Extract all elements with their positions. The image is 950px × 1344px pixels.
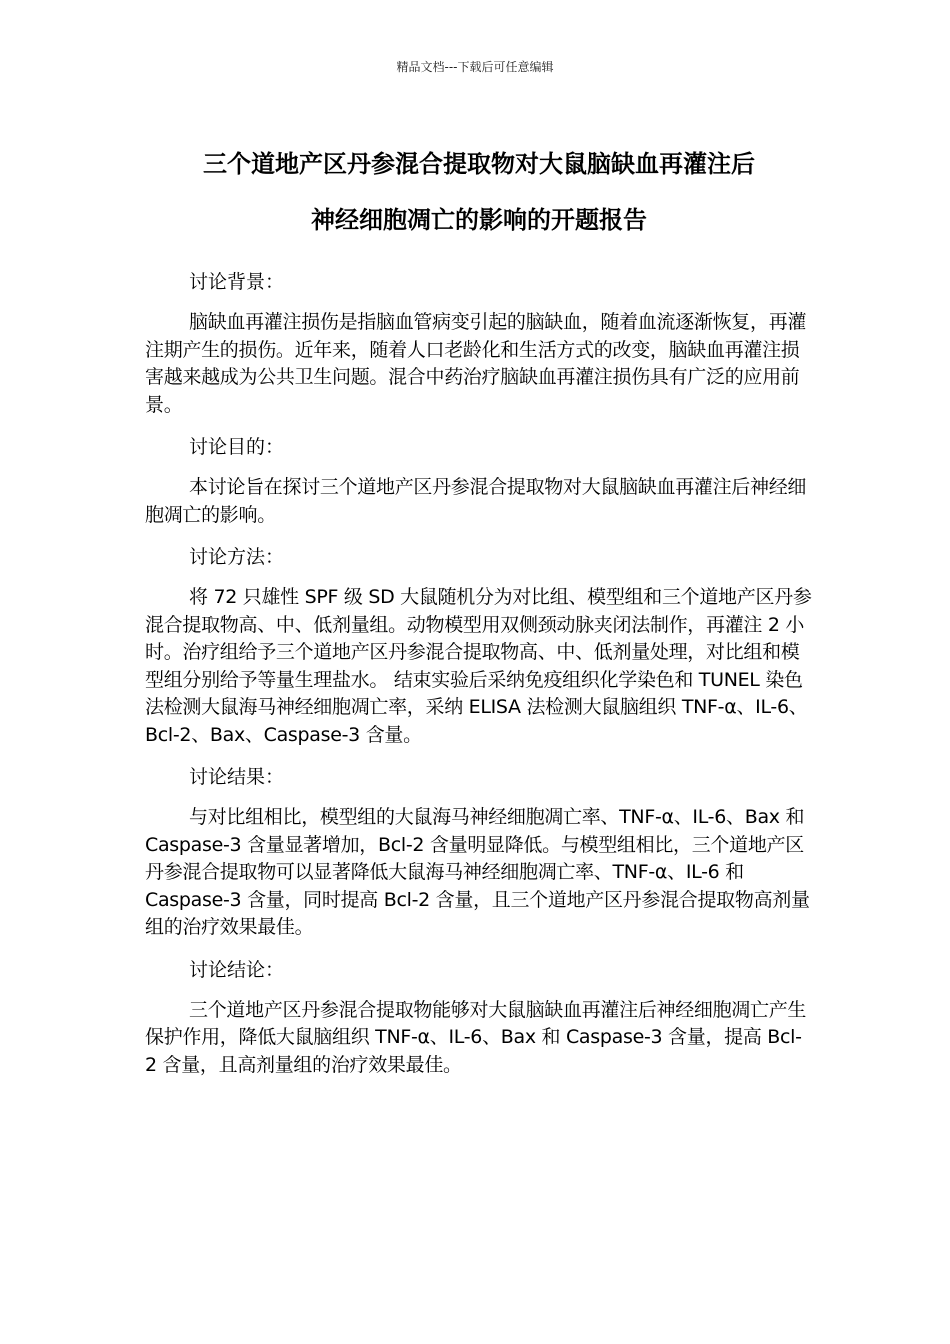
title-line-2: 神经细胞凋亡的影响的开题报告 [311,206,647,234]
section-paragraph: 本讨论旨在探讨三个道地产区丹参混合提取物对大鼠脑缺血再灌注后神经细胞凋亡的影响。 [145,476,807,526]
section-paragraph: 将 72 只雄性 SPF 级 SD 大鼠随机分为对比组、模型组和三个道地产区丹参混合提取物高、中、低剂量组。动物模型用双侧颈动脉夹闭法制作，再灌注 2 小时。治疗组给予三个道地产区丹参混合提取物高、中、低剂量处理，对比组和模型组分别给予等量生理盐水。 结束实验后采纳免疫组织化学染色和 TUNEL 染色法检测大鼠海马神经细胞凋亡率，采纳 ELISA 法检测大鼠脑组织 TNF-α、IL-6、Bcl-2、Bax、Caspase-3 含量。 [145,586,812,746]
document-body [145,136,813,1079]
section-purpose [145,433,813,529]
document-title [145,136,813,248]
section-heading: 讨论目的： [189,436,285,458]
title-line-1: 三个道地产区丹参混合提取物对大鼠脑缺血再灌注后 [203,150,755,178]
section-background [145,268,813,419]
page-header-note: 精品文档---下载后可任意编辑 [396,60,554,74]
section-paragraph: 三个道地产区丹参混合提取物能够对大鼠脑缺血再灌注后神经细胞凋亡产生保护作用，降低大鼠脑组织 TNF-α、IL-6、Bax 和 Caspase-3 含量，提高 Bcl-2 含量，且高剂量组的治疗效果最佳。 [145,998,807,1076]
section-paragraph: 与对比组相比，模型组的大鼠海马神经细胞凋亡率、TNF-α、IL-6、Bax 和 Caspase-3 含量显著增加，Bcl-2 含量明显降低。与模型组相比，三个道地产区丹参混合提取物可以显著降低大鼠海马神经细胞凋亡率、TNF-α、IL-6 和 Caspase-3 含量，同时提高 Bcl-2 含量，且三个道地产区丹参混合提取物高剂量组的治疗效果最佳。 [145,806,810,938]
section-heading: 讨论结论： [189,958,285,981]
section-conclusion [145,956,813,1080]
section-heading: 讨论方法： [189,546,285,568]
section-heading: 讨论背景： [189,271,285,293]
section-results [145,763,813,942]
section-paragraph: 脑缺血再灌注损伤是指脑血管病变引起的脑缺血，随着血流逐渐恢复，再灌注期产生的损伤。近年来，随着人口老龄化和生活方式的改变，脑缺血再灌注损害越来越成为公共卫生问题。混合中药治疗脑缺血再灌注损伤具有广泛的应用前景。 [145,311,807,416]
section-heading: 讨论结果： [189,766,285,788]
section-methods [145,543,813,749]
